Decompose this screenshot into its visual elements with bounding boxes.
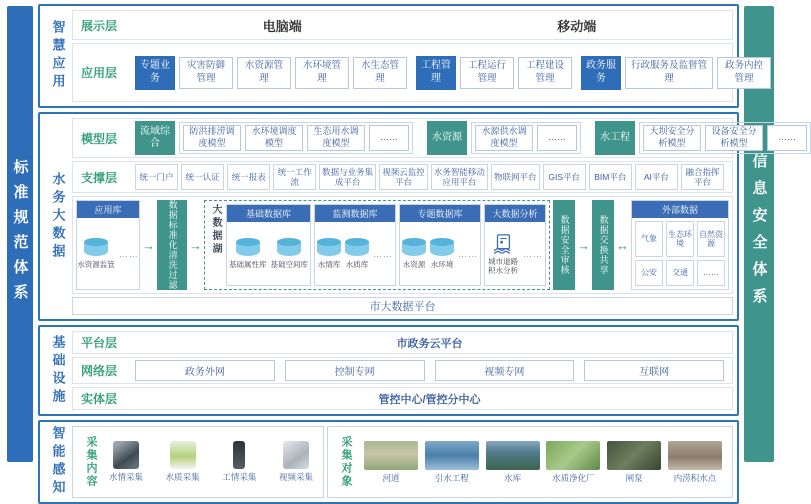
support-layer-label: 支撑层 — [81, 170, 118, 185]
app-group-engineering — [416, 56, 572, 90]
collection-object-item — [425, 441, 479, 484]
control-center-label: 管控中心/管控分中心 — [378, 393, 481, 406]
cylinder-caption: 水环境 — [430, 260, 454, 269]
standards-system-pillar: 标准规范体系 — [7, 6, 33, 462]
purification-plant-photo — [546, 441, 600, 470]
item-caption: 引水工程 — [434, 472, 469, 483]
application-layer-label: 应用层 — [81, 66, 118, 80]
model-item: 水源供水调度模型 — [475, 125, 533, 151]
model-item-ellipsis: …… — [537, 125, 577, 151]
database-cylinder-icon — [345, 242, 369, 256]
database-cylinder-icon — [236, 242, 260, 256]
collection-object-item — [364, 441, 418, 484]
support-layer-row — [72, 161, 733, 193]
model-item: 生态用水调度模型 — [307, 125, 365, 151]
model-layer-label: 模型层 — [81, 131, 118, 146]
network-item: 视频专网 — [435, 360, 575, 381]
monitor-database-box — [314, 204, 396, 286]
flow-arrow-both-icon: ↔ — [616, 237, 629, 253]
river-photo — [364, 441, 418, 470]
item-caption: 水质采集 — [165, 472, 200, 482]
external-item: 交通 — [666, 260, 694, 286]
database-cylinder-icon — [277, 242, 301, 256]
item-caption: 内涝积水点 — [673, 472, 717, 483]
security-system-pillar: 信息安全体系 — [744, 6, 774, 462]
app-item: 水资源管理 — [237, 57, 291, 89]
support-item: 统一认证 — [181, 164, 224, 190]
app-item: 行政服务及监督管理 — [625, 57, 713, 89]
model-item-ellipsis: …… — [767, 125, 807, 151]
data-flow-row — [72, 196, 733, 294]
support-item: BIM平台 — [589, 164, 632, 190]
group-head: 专题业务 — [135, 56, 175, 90]
band-infrastructure — [38, 325, 739, 416]
support-item: AI平台 — [635, 164, 678, 190]
city-water-analysis-icon — [492, 233, 514, 255]
sluice-pump-photo — [607, 441, 661, 470]
data-lake — [204, 200, 550, 290]
model-group-basin — [135, 121, 413, 155]
app-item: 政务内控管理 — [717, 57, 771, 89]
database-cylinder-icon — [430, 242, 454, 256]
external-item: 生态环境 — [666, 221, 694, 257]
entity-layer-label: 实体层 — [81, 392, 118, 406]
band-smart-perception-label: 智能感知 — [50, 426, 66, 498]
support-item: 统一报表 — [227, 164, 270, 190]
collection-content-item — [109, 441, 143, 483]
collection-objects-label: 采集对象 — [340, 436, 352, 488]
collection-objects-box — [327, 426, 733, 498]
network-layer-label: 网络层 — [81, 364, 118, 378]
application-database-box — [76, 200, 140, 290]
model-group-water-resource — [427, 121, 581, 155]
display-layer-label: 展示层 — [81, 18, 118, 33]
display-layer-row — [72, 10, 733, 40]
app-item: 灾害防御管理 — [179, 57, 233, 89]
group-head: 流域综合 — [135, 121, 175, 155]
entity-layer-row — [72, 387, 733, 410]
support-item: 融合指挥平台 — [681, 164, 724, 190]
platform-layer-row — [72, 331, 733, 354]
support-item: 统一工作流 — [273, 164, 316, 190]
external-data-box — [631, 200, 729, 290]
theme-database-box — [399, 204, 481, 286]
collection-content-label: 采集内容 — [85, 436, 97, 488]
collection-object-item — [486, 441, 540, 484]
application-layer-row — [72, 43, 763, 102]
group-head: 水资源 — [427, 121, 467, 155]
etl-box: 数据标准化清洗过滤 — [157, 200, 187, 290]
ellipsis: …… — [458, 248, 478, 259]
application-database-head: 应用库 — [77, 201, 139, 218]
item-caption: 河道 — [382, 472, 400, 483]
data-exchange-box: 数据交换共享 — [592, 200, 614, 290]
collection-content-item — [222, 441, 256, 483]
collection-content-item — [166, 441, 200, 483]
platform-layer-label: 平台层 — [81, 336, 118, 350]
big-data-analysis-box — [484, 204, 546, 286]
model-item: 防洪排涝调度模型 — [183, 125, 241, 151]
band-smart-perception — [38, 420, 739, 504]
network-item: 互联网 — [584, 360, 724, 381]
ellipsis: …… — [523, 248, 543, 259]
app-group-government — [581, 56, 771, 90]
collection-content-item — [279, 441, 313, 483]
video-camera-image — [283, 441, 309, 469]
item-caption: 水情采集 — [109, 472, 144, 482]
ellipsis: …… — [118, 248, 139, 259]
band-infrastructure-label: 基础设施 — [50, 334, 66, 407]
city-big-data-platform-bar: 市大数据平台 — [72, 297, 733, 315]
cylinder-caption: 水质库 — [345, 260, 369, 269]
database-head: 专题数据库 — [400, 205, 480, 222]
item-caption: 水库 — [504, 472, 522, 483]
water-diversion-photo — [425, 441, 479, 470]
database-cylinder-icon — [317, 242, 341, 256]
support-item: 物联网平台 — [491, 164, 540, 190]
group-head: 水工程 — [595, 121, 635, 155]
external-item: 自然资源 — [697, 221, 725, 257]
app-group-special-business — [135, 56, 407, 90]
app-item: 水环境管理 — [295, 57, 349, 89]
network-item: 控制专网 — [285, 360, 425, 381]
network-layer-row — [72, 357, 733, 384]
support-item: 数据与业务集成平台 — [319, 164, 376, 190]
collection-object-item — [546, 441, 600, 484]
database-cylinder-icon — [84, 242, 108, 256]
waterlogging-point-photo — [668, 441, 722, 470]
cylinder-caption: 基础空间库 — [270, 260, 308, 269]
item-caption: 水质净化厂 — [552, 472, 595, 483]
collection-object-item — [668, 441, 722, 484]
cylinder-caption: 水资源 — [402, 260, 426, 269]
model-group-water-project — [595, 121, 811, 155]
base-database-box — [226, 204, 311, 286]
sensor-probe-image — [233, 441, 245, 469]
flow-meter-image — [113, 441, 139, 469]
support-item: 水务智能移动应用平台 — [431, 164, 488, 190]
app-item: 水生态管理 — [353, 57, 407, 89]
model-item-ellipsis: …… — [369, 125, 409, 151]
cylinder-caption: 水资源监管 — [77, 260, 115, 269]
database-cylinder-icon — [402, 242, 426, 256]
external-item-ellipsis: …… — [697, 260, 725, 286]
band-smart-application-label: 智慧应用 — [50, 20, 66, 92]
group-head: 工程管理 — [416, 56, 456, 90]
cylinder-caption: 水情库 — [317, 260, 341, 269]
pc-terminal-label: 电脑端 — [262, 18, 302, 34]
band-water-big-data-label: 水务大数据 — [50, 171, 66, 262]
reservoir-photo — [486, 441, 540, 470]
model-layer-row — [72, 118, 796, 158]
support-item: GIS平台 — [543, 164, 586, 190]
city-gov-cloud-label: 市政务云平台 — [396, 337, 463, 350]
analysis-head: 大数据分析 — [485, 205, 545, 222]
item-caption: 工情采集 — [222, 472, 257, 482]
external-item: 公安 — [635, 260, 663, 286]
collection-content-box — [72, 426, 324, 498]
model-item: 设备安全分析模型 — [705, 125, 763, 151]
app-item: 工程建设管理 — [518, 57, 572, 89]
app-item: 工程运行管理 — [460, 57, 514, 89]
ellipsis: …… — [373, 248, 393, 259]
database-head: 基础数据库 — [227, 205, 310, 222]
flow-arrow-icon: → — [142, 237, 155, 253]
cylinder-caption: 基础属性库 — [229, 260, 267, 269]
model-item: 大坝安全分析模型 — [643, 125, 701, 151]
database-head: 监测数据库 — [315, 205, 395, 222]
analysis-caption: 城市道路积水分析 — [488, 256, 518, 275]
support-item: 视频云监控平台 — [379, 164, 428, 190]
model-item: 水环境调度模型 — [245, 125, 303, 151]
item-caption: 闸泵 — [625, 472, 643, 483]
flow-arrow-icon: → — [577, 237, 590, 253]
water-quality-device-image — [170, 441, 196, 469]
external-item: 气象 — [635, 221, 663, 257]
data-security-audit-box: 数据安全审核 — [553, 200, 575, 290]
group-head: 政务服务 — [581, 56, 621, 90]
item-caption: 视频采集 — [278, 472, 313, 482]
data-lake-label: 大数据湖 — [210, 204, 221, 256]
network-item: 政务外网 — [135, 360, 275, 381]
collection-object-item — [607, 441, 661, 484]
external-data-head: 外部数据 — [632, 201, 728, 218]
support-item: 统一门户 — [135, 164, 178, 190]
mobile-terminal-label: 移动端 — [557, 18, 597, 34]
band-smart-application — [38, 4, 763, 108]
flow-arrow-icon: → — [189, 237, 202, 253]
